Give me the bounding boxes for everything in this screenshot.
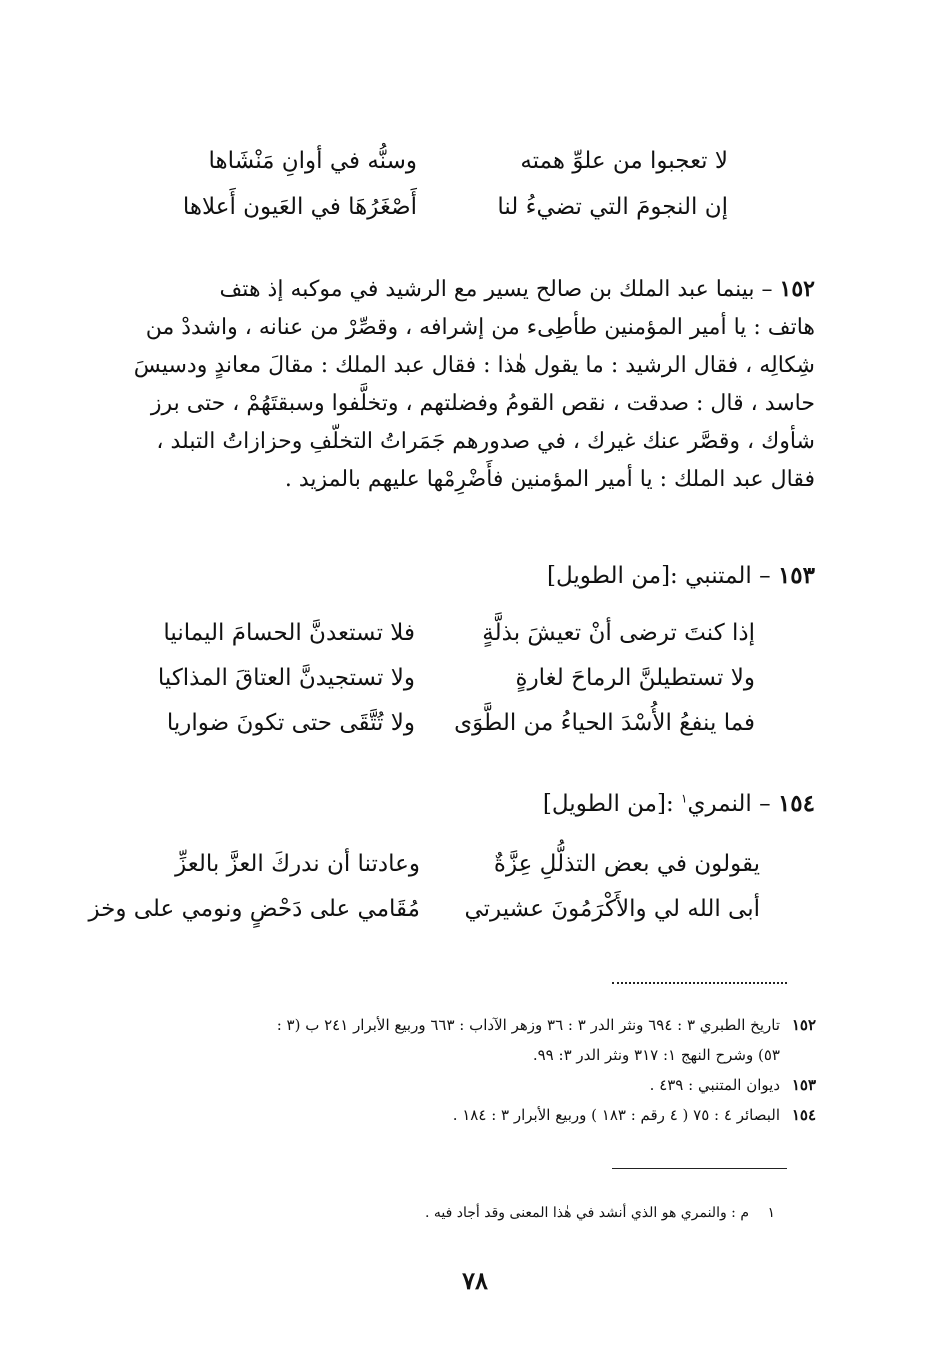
entry-152-line-3: شِكالِه ، فقال الرشيد : ما يقول هٰذا : فقال عبد الملك : مقالَ معاندٍ ودسيسَ: [133, 353, 815, 378]
page-number: ٧٨: [462, 1266, 488, 1295]
intro-verse-2-left: أَصْغَرُهَا في العَيون أَعلاها: [182, 194, 417, 220]
entry-153-verse-1-left: فلا تستعدنَّ الحسامَ اليمانيا: [163, 620, 415, 646]
entry-152-number: ١٥٢: [779, 276, 815, 302]
reference-152-number: ١٥٢: [791, 1016, 816, 1034]
entry-153-dash: –: [759, 563, 771, 589]
entry-153-verse-1-right: إذا كنتَ ترضى أنْ تعيشَ بذلَّةٍ: [482, 620, 755, 646]
entry-154-footnote-mark: ١: [681, 791, 688, 806]
reference-153-number: ١٥٣: [791, 1076, 816, 1094]
reference-154-text: البصائر ٤ : ٧٥ ( ٤ رقم : ١٨٣ ) وربيع الأبرار ٣ : ١٨٤ .: [452, 1106, 780, 1124]
footnote-separator: [612, 1168, 787, 1169]
reference-154: [452, 1106, 816, 1124]
entry-154-number: ١٥٤: [777, 790, 815, 817]
entry-154-poet: النمري: [687, 791, 752, 817]
entry-154-dash: –: [759, 791, 771, 817]
entry-153-verse-2-left: ولا تستجيدنَّ العتاقَ المذاكيا: [157, 665, 415, 691]
intro-verse-2-right: إن النجومَ التي تضيءُ لنا: [497, 194, 728, 220]
footnote: [425, 1205, 775, 1221]
entry-153-meter: :[من الطويل]: [547, 563, 678, 589]
intro-verse-1-right: لا تعجبوا من علوِّ همته: [520, 148, 728, 174]
references-separator: [612, 982, 787, 984]
entry-153-heading: [547, 562, 815, 589]
footnote-text: م : والنمري هو الذي أنشد في هٰذا المعنى وقد أجاد فيه .: [425, 1205, 750, 1221]
entry-152-line-5: شأوك ، وقصَّر عنك غيرك ، في صدورهم جَمَراتُ التخلّفِ وحزازاتُ التبلد ،: [156, 429, 815, 454]
entry-153-verse-3-left: ولا تُتَّقَى حتى تكونَ ضواريا: [166, 710, 415, 736]
entry-154-verse-2-right: أبى الله لي والأَكْرَمُونَ عشيرتي: [464, 896, 760, 922]
entry-153-verse-3-right: فما ينفعُ الأُسْدَ الحياءُ من الطَّوَى: [454, 710, 755, 736]
entry-153-number: ١٥٣: [777, 562, 815, 589]
entry-152-line-2: هاتف : يا أمير المؤمنين طأطِىء من إشرافه ، وقصِّرْ من عنانه ، واشددْ من: [145, 315, 815, 340]
intro-verse-1-left: وسنُّه في أوانِ مَنْشَاها: [208, 148, 417, 174]
entry-152-paragraph: [125, 270, 815, 499]
entry-153-verse-2-right: ولا تستطيلنَّ الرماحَ لغارةٍ: [515, 665, 755, 691]
entry-152-text-line-1: بينما عبد الملك بن صالح يسير مع الرشيد في موكبه إذ هتف: [219, 277, 755, 302]
entry-154-heading: [543, 790, 815, 817]
reference-152: [276, 1016, 816, 1034]
entry-152-line-6: فقال عبد الملك : يا أمير المؤمنين فأَضْرِمْها عليهم بالمزيد .: [284, 467, 815, 492]
reference-152-text: تاريخ الطبري ٣ : ٦٩٤ ونثر الدر ٣ : ٣٦ وزهر الآداب : ٦٦٣ وربيع الأبرار ٢٤١ ب (٣ :: [276, 1016, 780, 1034]
entry-154-meter: :[من الطويل]: [542, 791, 674, 817]
reference-154-number: ١٥٤: [791, 1106, 816, 1124]
entry-152-line-4: حاسد ، قال : صدقت ، نقص القومُ وفضلتهم ، وتخلَّفوا وسبقتَهُمْ ، حتى برز: [150, 391, 815, 416]
reference-153: [649, 1076, 816, 1094]
entry-154-verse-2-left: مُقَامي على دَحْضٍ ونومي على وخز: [88, 896, 420, 922]
entry-153-poet: المتنبي: [685, 563, 752, 589]
entry-152-dash: –: [761, 277, 773, 302]
footnote-number: ١: [767, 1205, 775, 1221]
entry-152-line-1: [125, 270, 815, 309]
reference-153-text: ديوان المتنبي : ٤٣٩ .: [649, 1076, 780, 1094]
reference-152-continuation: ٥٣) وشرح النهج ١: ٣١٧ ونثر الدر ٣: ٩٩.: [532, 1046, 780, 1064]
entry-154-verse-1-left: وعادتنا أن ندركَ العزَّ بالعزِّ: [175, 851, 420, 877]
entry-154-verse-1-right: يقولون في بعض التذلُّلِ عِزَّةٌ: [493, 851, 760, 877]
